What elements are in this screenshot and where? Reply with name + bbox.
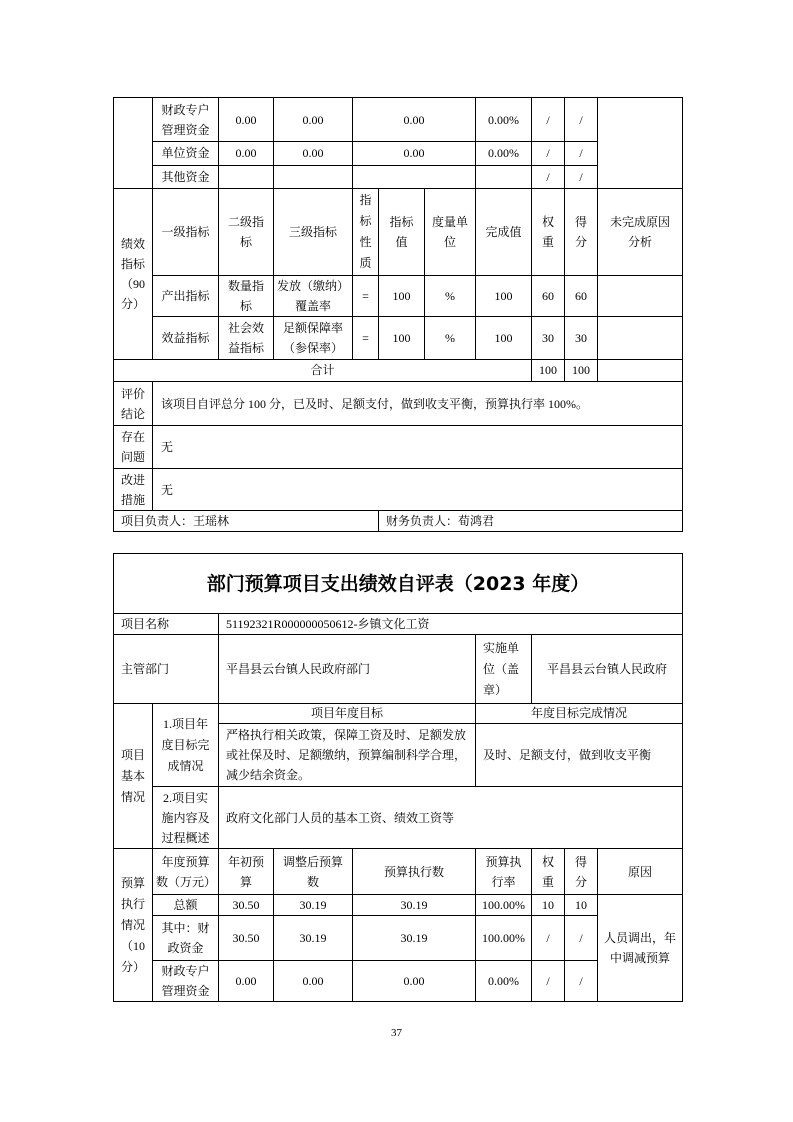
budget-score: 10: [565, 895, 598, 916]
indicator-reason: [598, 317, 683, 360]
conclusion-text: 该项目自评总分 100 分，已及时、足额支付，做到收支平衡，预算执行率 100%。: [153, 382, 683, 426]
performance-self-evaluation-form: [113, 553, 683, 1002]
budget-initial: 30.50: [219, 916, 274, 961]
budget-section-label-continued: [114, 98, 153, 189]
indicator-nature: =: [353, 276, 379, 317]
budget-category: 财政专户管理资金: [153, 961, 219, 1002]
header-level2: 二级指标: [219, 189, 274, 276]
funding-source: 其他资金: [153, 166, 219, 189]
total-score: 100: [565, 360, 598, 382]
budget-initial: 0.00: [219, 961, 274, 1002]
budget-header-executed: 预算执行数: [353, 849, 476, 895]
indicator-actual: 100: [476, 276, 532, 317]
budget-rate: 100.00%: [476, 916, 532, 961]
indicator-section-label: 绩效指标（90分）: [114, 189, 153, 360]
indicator-reason: [598, 276, 683, 317]
content-text: 政府文化部门人员的基本工资、绩效工资等: [219, 787, 683, 849]
completion-text: 及时、足额支付，做到收支平衡: [476, 724, 683, 787]
project-lead: 项目负责人：王瑶林: [114, 511, 379, 532]
budget-category: 总额: [153, 895, 219, 916]
budget-header-weight: 权重: [532, 849, 565, 895]
header-nature: 指标性质: [353, 189, 379, 276]
header-actual: 完成值: [476, 189, 532, 276]
goal-text: 严格执行相关政策，保障工资及时、足额发放或社保及时、足额缴纳，预算编制科学合理，减少结余资金。: [219, 724, 476, 787]
issues-label: 存在问题: [114, 426, 153, 469]
project-name-label: 项目名称: [114, 614, 219, 635]
executed-budget: 0.00: [353, 142, 476, 166]
improvements-text: 无: [153, 469, 683, 511]
improvements-label: 改进措施: [114, 469, 153, 511]
budget-adjusted: 0.00: [274, 961, 353, 1002]
goal-header: 项目年度目标: [219, 704, 476, 724]
budget-rate: 0.00%: [476, 961, 532, 1002]
budget-weight: 10: [532, 895, 565, 916]
impl-unit: 平昌县云台镇人民政府: [532, 635, 683, 704]
indicator-weight: 30: [532, 317, 565, 360]
budget-header-score: 得分: [565, 849, 598, 895]
budget-header-initial: 年初预算: [219, 849, 274, 895]
indicator-target: 100: [379, 276, 425, 317]
header-target: 指标值: [379, 189, 425, 276]
adjusted-budget: 0.00: [274, 142, 353, 166]
budget-initial: 30.50: [219, 895, 274, 916]
budget-weight: /: [532, 916, 565, 961]
indicator-level2: 数量指标: [219, 276, 274, 317]
project-name: 51192321R000000050612-乡镇文化工资: [219, 614, 683, 635]
weight: /: [532, 98, 565, 142]
budget-adjusted: 30.19: [274, 895, 353, 916]
initial-budget: 0.00: [219, 142, 274, 166]
executed-budget: [353, 166, 476, 189]
header-level3: 三级指标: [274, 189, 353, 276]
indicator-unit: %: [425, 276, 476, 317]
basic-info-label: 项目基本情况: [114, 704, 153, 849]
budget-weight: /: [532, 961, 565, 1002]
budget-header-reason: 原因: [598, 849, 683, 895]
conclusion-label: 评价结论: [114, 382, 153, 426]
indicator-level3: 足额保障率（参保率）: [274, 317, 353, 360]
indicator-level2: 社会效益指标: [219, 317, 274, 360]
budget-section-label: 预算执行情况（10分）: [114, 849, 153, 1002]
reason-cell-continued: [598, 98, 683, 189]
content-label: 2.项目实施内容及过程概述: [153, 787, 219, 849]
budget-reason: 人员调出，年中调减预算: [598, 895, 683, 1002]
budget-adjusted: 30.19: [274, 916, 353, 961]
total-weight: 100: [532, 360, 565, 382]
budget-executed: 30.19: [353, 895, 476, 916]
impl-unit-label: 实施单位（盖章）: [476, 635, 532, 704]
indicator-level1: 效益指标: [153, 317, 219, 360]
budget-score: /: [565, 916, 598, 961]
header-score: 得分: [565, 189, 598, 276]
budget-header-rate: 预算执行率: [476, 849, 532, 895]
indicator-level3: 发放（缴纳）覆盖率: [274, 276, 353, 317]
performance-table-continued: [113, 97, 683, 532]
header-reason: 未完成原因分析: [598, 189, 683, 276]
budget-header-category: 年度预算数（万元）: [153, 849, 219, 895]
adjusted-budget: [274, 166, 353, 189]
budget-category: 其中：财政资金: [153, 916, 219, 961]
budget-score: /: [565, 961, 598, 1002]
indicator-actual: 100: [476, 317, 532, 360]
weight: /: [532, 142, 565, 166]
score: /: [565, 142, 598, 166]
indicator-score: 30: [565, 317, 598, 360]
execution-rate: 0.00%: [476, 98, 532, 142]
indicator-score: 60: [565, 276, 598, 317]
total-reason: [598, 360, 683, 382]
adjusted-budget: 0.00: [274, 98, 353, 142]
indicator-weight: 60: [532, 276, 565, 317]
header-level1: 一级指标: [153, 189, 219, 276]
budget-header-adjusted: 调整后预算数: [274, 849, 353, 895]
executed-budget: 0.00: [353, 98, 476, 142]
score: /: [565, 98, 598, 142]
dept-label: 主管部门: [114, 635, 219, 704]
header-unit: 度量单位: [425, 189, 476, 276]
indicator-nature: =: [353, 317, 379, 360]
goal-section-label: 1.项目年度目标完成情况: [153, 704, 219, 787]
weight: /: [532, 166, 565, 189]
page-number: 37: [391, 1027, 402, 1039]
execution-rate: 0.00%: [476, 142, 532, 166]
initial-budget: 0.00: [219, 98, 274, 142]
indicator-target: 100: [379, 317, 425, 360]
budget-executed: 0.00: [353, 961, 476, 1002]
header-weight: 权重: [532, 189, 565, 276]
form-title: 部门预算项目支出绩效自评表（2023 年度）: [114, 554, 683, 614]
issues-text: 无: [153, 426, 683, 469]
budget-executed: 30.19: [353, 916, 476, 961]
score: /: [565, 166, 598, 189]
total-label: 合计: [114, 360, 532, 382]
completion-header: 年度目标完成情况: [476, 704, 683, 724]
indicator-level1: 产出指标: [153, 276, 219, 317]
dept: 平昌县云台镇人民政府部门: [219, 635, 476, 704]
funding-source: 财政专户管理资金: [153, 98, 219, 142]
funding-source: 单位资金: [153, 142, 219, 166]
initial-budget: [219, 166, 274, 189]
budget-rate: 100.00%: [476, 895, 532, 916]
execution-rate: [476, 166, 532, 189]
indicator-unit: %: [425, 317, 476, 360]
finance-lead: 财务负责人：荀鸿君: [379, 511, 683, 532]
